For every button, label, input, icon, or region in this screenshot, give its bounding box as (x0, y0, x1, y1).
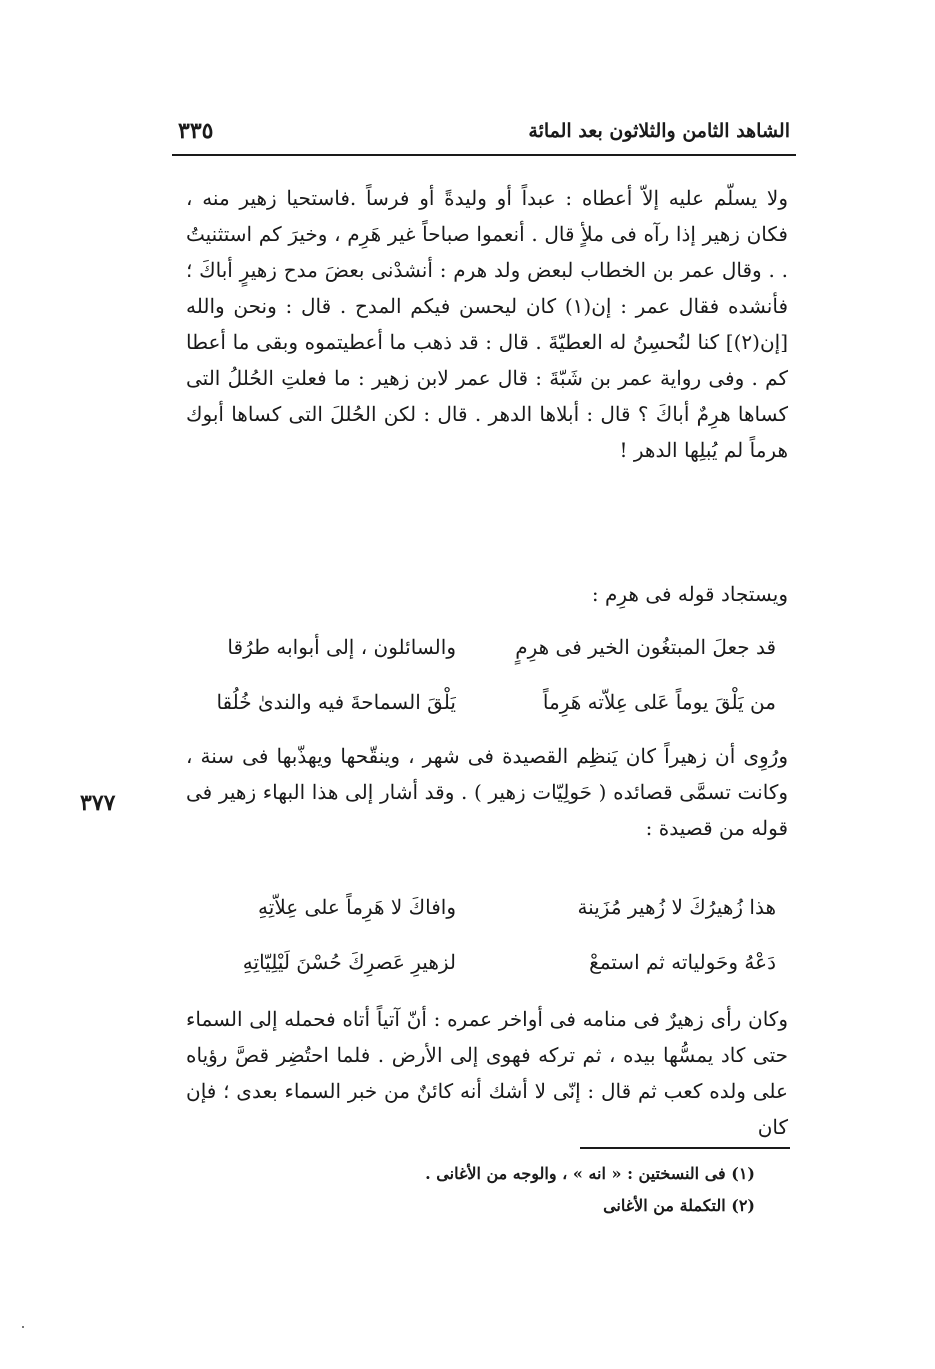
scan-speck (22, 1326, 24, 1328)
paragraph-zuhair-and-harim: ولا يسلّم عليه إلاّ أعطاه : عبداً أو وليدةً أو فرساً .فاستحيا زهير منه ، فكان زهير إذا رآه فى ملأٍ قال . أنعموا صباحاً غير هَرِم ، وخيرَ كم استثنيتُ . . وقال عمر بن الخطاب لبعض ولد هرم : أنشدْنى بعضَ مدح زهيرٍ أباكَ ؛ فأنشده فقال عمر : إن(١) كان ليحسن فيكم المدح . قال : ونحن والله [إن(٢)] كنا لنُحسِنُ له العطيّةَ . قال : قد ذهب ما أعطيتموه وبقى ما أعطا كم . وفى رواية عمر بن شَبّةَ : قال عمر لابن زهير : ما فعلتِ الحُللُ التى كساها هرِمٌ أباكَ ؟ قال : أبلاها الدهر . قال : لكن الحُللَ التى كساها أبوك هرماً لم يُبلِها الدهر ! (186, 186, 789, 462)
paragraph-verse-intro: ويستجاد قوله فى هرِم : (591, 582, 788, 606)
footnote-2: (٢) التكملة من الأغانى (603, 1196, 755, 1215)
header-title: الشاهد الثامن والثلاثون بعد المائة (528, 120, 790, 142)
footnote-separator (580, 1147, 790, 1149)
paragraph-hawliyyat: ورُوِى أن زهيراً كان يَنظِم القصيدة فى شهر ، وينقّحها ويهذّبها فى سنة ، وكانت تسمَّى قصائده ( حَولِيّات زهير ) . وقد أشار إلى هذا البهاء زهير فى قوله من قصيدة : (186, 744, 788, 840)
verse-second-hemistich: وافاكَ لا هَرِماً على عِلاّتِهِ (258, 895, 456, 919)
verse-second-hemistich: يَلْقَ السماحةَ فيه والندىٰ خُلُقا (216, 690, 456, 714)
footnotes (300, 1158, 755, 1222)
verse-second-hemistich: لزهيرِ عَصرِكَ حُسْنَ لَيْلِيّاتِهِ (242, 950, 456, 974)
verse-first-hemistich: من يَلْقَ يوماً عَلى عِلاّته هَرِماً (542, 690, 776, 714)
verse-line (186, 944, 776, 980)
verse-line (186, 684, 776, 720)
paragraph-dream: وكان رأى زهيرٌ فى منامه فى أواخر عمره : أنّ آتياً أتاه فحمله إلى السماء حتى كاد يمسُّها بيده ، ثم تركه فهوى إلى الأرض . فلما احتُضِر قصَّ رؤياه على ولده كعب ثم قال : إنّى لا أشك أنه كائنٌ من خبر السماء بعدى ؛ فإن كان (186, 1007, 788, 1139)
verse-second-hemistich: والسائلون ، إلى أبوابه طرُقا (227, 635, 456, 659)
verse-first-hemistich: دَعْهُ وحَولياته ثم استمعْ (589, 950, 776, 974)
running-header (172, 112, 796, 156)
verse-first-hemistich: قد جعلَ المبتغُون الخير فى هرِمٍ (515, 635, 776, 659)
margin-number: ٣٧٧ (80, 790, 116, 816)
verse-line (186, 889, 776, 925)
verse-first-hemistich: هذا زُهيرُكَ لا زُهير مُزَينة (577, 895, 776, 919)
footnote-1: (١) فى النسختين : « انه » ، والوجه من الأغانى . (425, 1164, 755, 1183)
page-number: ٣٣٥ (178, 118, 214, 144)
verse-line (186, 629, 776, 665)
